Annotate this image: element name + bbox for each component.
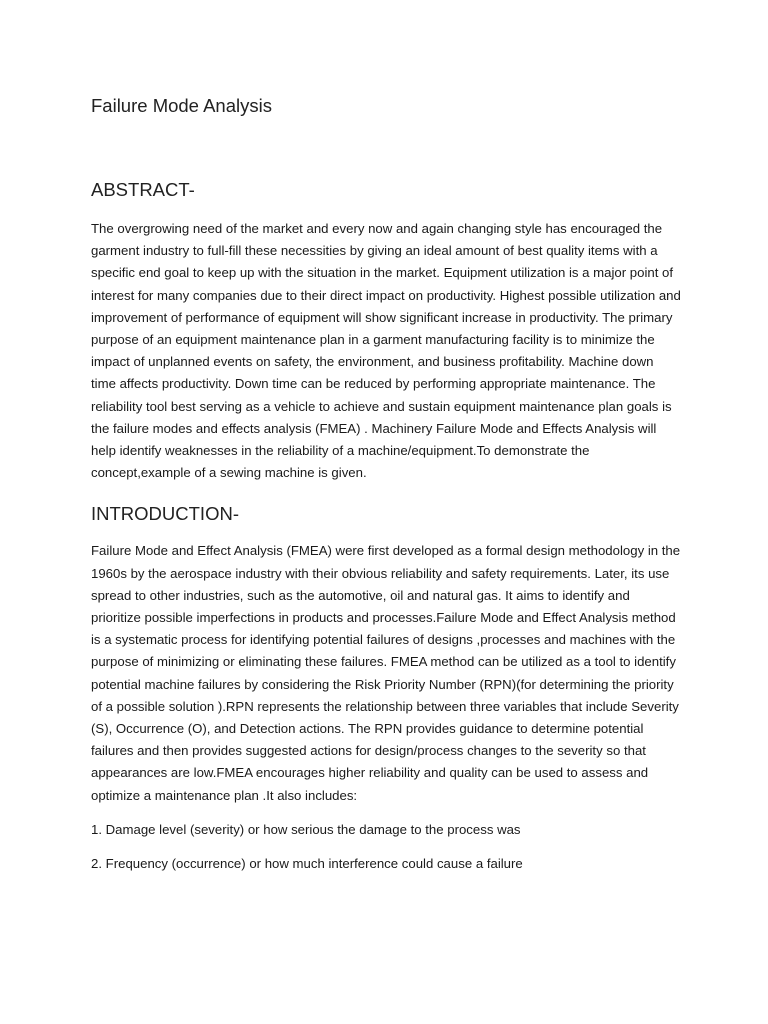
introduction-paragraph: Failure Mode and Effect Analysis (FMEA) were first developed as a formal design methodology in the 1960s by the aerospace industry with their obvious reliability and safety requirements. Later, its use spread to other industries, such as the automotive, oil and natural gas. It aims to identify and prioritize possible imperfections in products and processes.Failure Mode and Effect Analysis method is a systematic process for identifying potential failures of designs ,processes and machines with the purpose of minimizing or eliminating these failures. FMEA method can be utilized as a tool to identify potential machine failures by considering the Risk Priority Number (RPN)(for determining the priority of a possible solution ).RPN represents the relationship between three variables that include Severity (S), Occurrence (O), and Detection actions. The RPN provides guidance to determine potential failures and then provides suggested actions for design/process changes to the severity so that appearances are low.FMEA encourages higher reliability and quality can be used to assess and optimize a maintenance plan .It also includes:: [91, 543, 681, 803]
list-item-occurrence: 2. Frequency (occurrence) or how much interference could cause a failure: [91, 856, 523, 872]
abstract-paragraph: The overgrowing need of the market and every now and again changing style has encouraged the garment industry to full-fill these necessities by giving an ideal amount of best quality items with a specific end goal to keep up with the situation in the market. Equipment utilization is a major point of interest for many companies due to their direct impact on productivity. Highest possible utilization and improvement of performance of equipment will show significant increase in productivity. The primary purpose of an equipment maintenance plan in a garment manufacturing facility is to minimize the impact of unplanned events on safety, the environment, and business profitability. Machine down time affects productivity. Down time can be reduced by performing appropriate maintenance. The reliability tool best serving as a vehicle to achieve and sustain equipment maintenance plan goals is the failure modes and effects analysis (FMEA) . Machinery Failure Mode and Effects Analysis will help identify weaknesses in the reliability of a machine/equipment.To demonstrate the concept,example of a sewing machine is given.: [91, 221, 681, 481]
list-item-severity: 1. Damage level (severity) or how serious the damage to the process was: [91, 821, 521, 837]
document-content: [91, 92, 681, 875]
abstract-heading: ABSTRACT-: [91, 179, 195, 200]
document-title: Failure Mode Analysis: [91, 95, 272, 116]
introduction-heading: INTRODUCTION-: [91, 503, 239, 525]
